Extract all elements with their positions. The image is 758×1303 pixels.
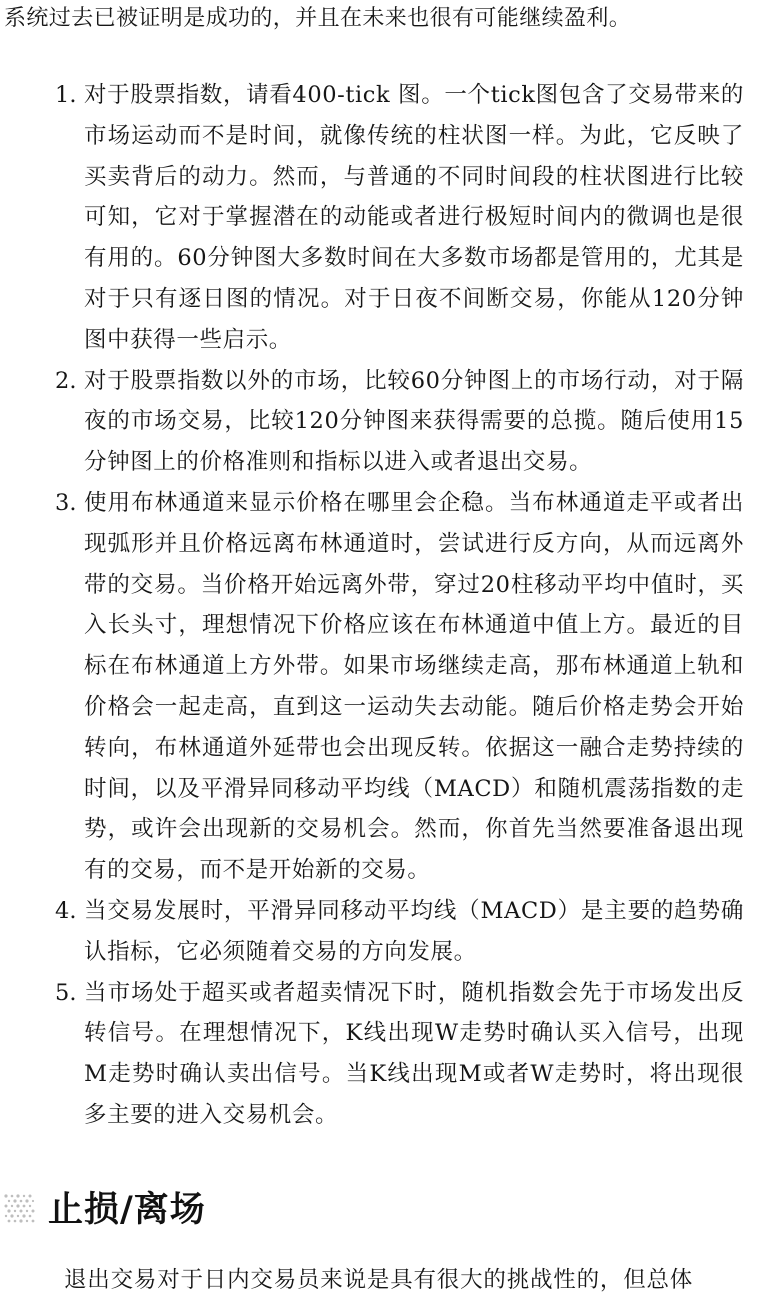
section-heading [0,1182,758,1238]
list-item [0,75,758,361]
numbered-list [0,75,758,1136]
list-item-text: 当交易发展时，平滑异同移动平均线（MACD）是主要的趋势确认指标，它必须随着交易的方向发展。 [84,897,744,965]
list-item-text: 对于股票指数，请看400-tick 图。一个tick图包含了交易带来的市场运动而不是时间，就像传统的柱状图一样。为此，它反映了买卖背后的动力。然而，与普通的不同时间段的柱状图进行比较可知，它对于掌握潜在的动能或者进行极短时间内的微调也是很有用的。60分钟图大多数时间在大多数市场都是管用的，尤其是对于只有逐日图的情况。对于日夜不间断交易，你能从120分钟图中获得一些启示。 [84,82,744,353]
list-item [0,361,758,483]
list-item-number: 1. [55,82,77,108]
section-first-line: 退出交易对于日内交易员来说是具有很大的挑战性的，但总体 [64,1267,694,1293]
halftone-square-icon [2,1192,38,1228]
list-item-number: 4. [55,897,77,924]
list-item-number: 5. [55,979,77,1006]
list-item-text: 对于股票指数以外的市场，比较60分钟图上的市场行动，对于隔夜的市场交易，比较120分钟图来获得需要的总揽。随后使用15分钟图上的价格准则和指标以进入或者退出交易。 [84,367,744,476]
section-title: 止损/离场 [48,1190,206,1230]
list-item [0,483,758,891]
list-item [0,973,758,1136]
list-item-number: 3. [55,489,77,516]
list-item [0,891,758,973]
intro-paragraph: 系统过去已被证明是成功的，并且在未来也很有可能继续盈利。 [4,6,632,31]
list-item-text: 使用布林通道来显示价格在哪里会企稳。当布林通道走平或者出现弧形并且价格远离布林通道时，尝试进行反方向，从而远离外带的交易。当价格开始远离外带，穿过20柱移动平均中值时，买入长头寸，理想情况下价格应该在布林通道中值上方。最近的目标在布林通道上方外带。如果市场继续走高，那布林通道上轨和价格会一起走高，直到这一运动失去动能。随后价格走势会开始转向，布林通道外延带也会出现反转。依据这一融合走势持续的时间，以及平滑异同移动平均线（MACD）和随机震荡指数的走势，或许会出现新的交易机会。然而，你首先当然要准备退出现有的交易，而不是开始新的交易。 [84,489,744,884]
list-item-text: 当市场处于超买或者超卖情况下时，随机指数会先于市场发出反转信号。在理想情况下，K线出现W走势时确认买入信号，出现M走势时确认卖出信号。当K线出现M或者W走势时，将出现很多主要的进入交易机会。 [84,979,744,1128]
list-item-number: 2. [55,367,77,394]
